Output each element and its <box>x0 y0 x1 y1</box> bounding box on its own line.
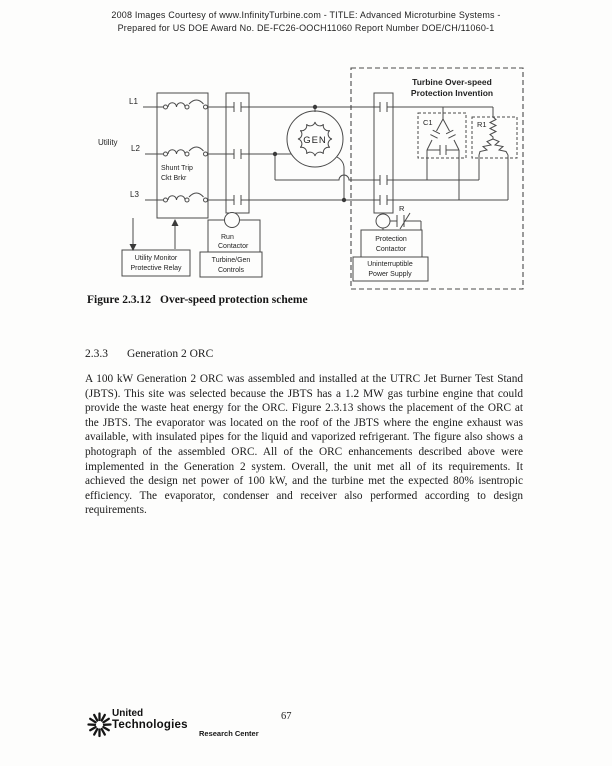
footer-brand-line1: United <box>112 708 144 719</box>
relay-arrows <box>130 218 179 251</box>
protection-contactor-circle <box>376 214 390 228</box>
shunt-trip-label-line2: Ckt Brkr <box>161 175 187 182</box>
ups-label-line1: Uninterruptible <box>367 261 413 268</box>
c1-label: C1 <box>423 118 433 127</box>
scan-header-line2: Prepared for US DOE Award No. DE-FC26-OOCH11060 Report Number DOE/CH/11060-1 <box>117 23 495 33</box>
l1-label: L1 <box>129 97 138 106</box>
utility-monitor-line2: Protective Relay <box>130 265 182 272</box>
l2-label: L2 <box>131 144 140 153</box>
generator-label: GEN <box>303 135 327 146</box>
turbine-gen-controls-line2: Controls <box>217 267 245 274</box>
protection-contactor-line2: Contactor <box>375 246 407 253</box>
r-label: R <box>399 204 405 213</box>
invention-title-line1: Turbine Over-speed <box>412 77 492 87</box>
section-heading <box>85 348 213 360</box>
page-number: 67 <box>281 711 292 722</box>
ups-label-line2: Power Supply <box>368 271 412 278</box>
junction-dot <box>342 198 346 202</box>
figure-caption-text: Over-speed protection scheme <box>160 294 308 306</box>
invention-dashed-box <box>351 68 523 289</box>
footer-brand-line2: Technologies <box>112 719 188 731</box>
junction-dot <box>313 105 317 109</box>
up-arrow-icon <box>172 219 179 226</box>
run-contactor-circle <box>225 213 240 228</box>
figure-caption-number: Figure 2.3.12 <box>87 294 151 306</box>
r1-label: R1 <box>477 120 487 129</box>
scan-header-line1: 2008 Images Courtesy of www.InfinityTurbine.com - TITLE: Advanced Microturbine Systems - <box>111 10 501 20</box>
run-contactor-coil <box>225 213 240 228</box>
figure-caption <box>87 294 308 306</box>
run-contactor-column <box>226 93 249 213</box>
turbine-gen-controls-line1: Turbine/Gen <box>211 257 251 264</box>
l3-label: L3 <box>130 190 139 199</box>
generator-symbol <box>287 111 343 167</box>
footer-division: Research Center <box>199 729 259 738</box>
protection-contactor-coil <box>376 213 421 230</box>
section-number: 2.3.3 <box>85 348 108 360</box>
body-paragraph: A 100 kW Generation 2 ORC was assembled and installed at the UTRC Jet Burner Test Stand (JBTS). This site was selected because the JBTS has a 1.2 MW gas turbine engine that could provide the waste heat energy for the ORC. Figure 2.3.13 shows the placement of the ORC at the JBTS. The evaporator was located on the roof of the JBTS where the engine exhaust was available, with insulated pipes for the liquid and vaporized refrigerant. The figure also shows a photograph of the assembled ORC. All of the ORC enhancements described above were implemented in the Generation 2 system. Overall, the unit met all of its requirements. It achieved the design net power of 100 kW, and the turbine met the expected 80% isentropic efficiency. The evaporator, condenser and receiver also performed according to design requirements. <box>85 373 523 517</box>
section-title: Generation 2 ORC <box>127 348 214 360</box>
run-contactor-label-line2: Contactor <box>218 243 249 250</box>
united-technologies-logo-icon <box>86 711 113 739</box>
junction-dot <box>273 152 277 156</box>
protection-contactor-line1: Protection <box>375 236 407 243</box>
phase-wires <box>143 100 508 205</box>
shunt-trip-label-line1: Shunt Trip <box>161 165 193 172</box>
footer-brand <box>112 709 188 731</box>
run-contactor-label-line1: Run <box>221 234 234 241</box>
invention-title-line2: Protection Invention <box>410 88 494 98</box>
utility-label: Utility <box>98 138 118 147</box>
protection-contactor-column <box>374 93 393 213</box>
utility-monitor-relay-box <box>122 250 190 276</box>
utility-monitor-line1: Utility Monitor <box>134 255 178 262</box>
